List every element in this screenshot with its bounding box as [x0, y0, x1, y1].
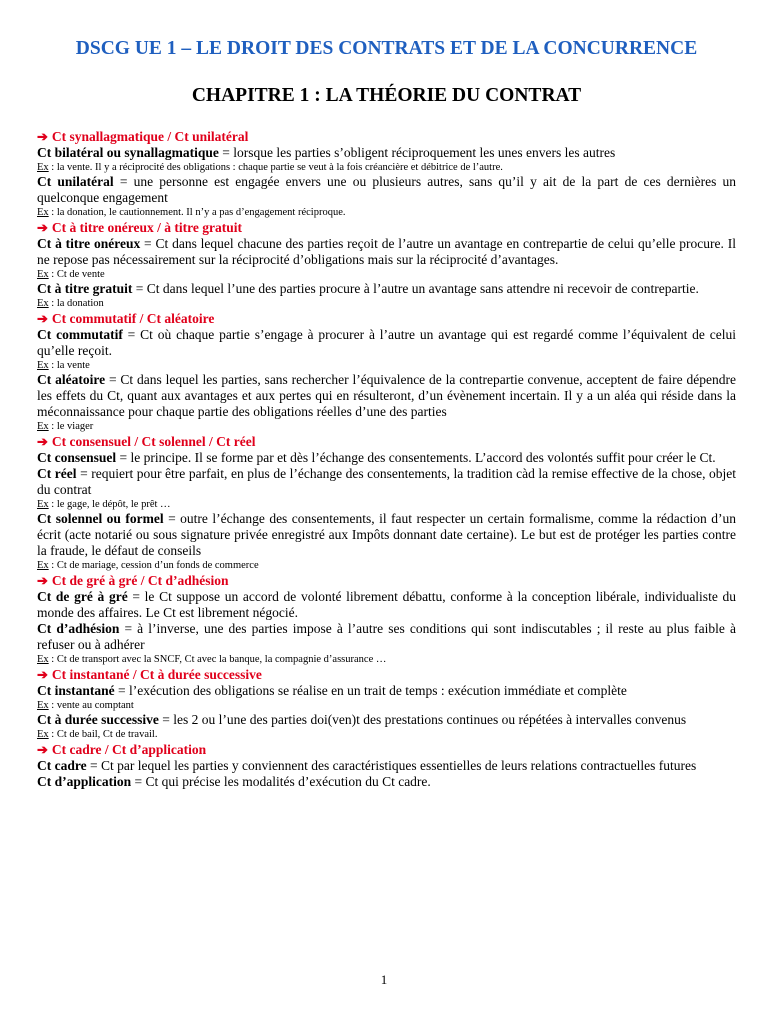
definition-term: Ct solennel ou formel	[37, 511, 164, 526]
example	[37, 268, 736, 281]
right-arrow-icon: ➔	[37, 220, 48, 235]
example-text: : vente au comptant	[48, 700, 134, 711]
definition	[37, 621, 736, 653]
example-label: Ex	[37, 499, 49, 510]
section-heading-label: Ct consensuel / Ct solennel / Ct réel	[51, 434, 256, 449]
example-label: Ex	[37, 729, 49, 740]
definition-text: = lorsque les parties s’obligent réciproquement les unes envers les autres	[218, 145, 616, 160]
section-heading	[37, 310, 736, 327]
example-text: : la donation	[48, 298, 104, 309]
example	[37, 359, 736, 372]
example-text: : Ct de vente	[48, 269, 105, 280]
definition	[37, 683, 736, 699]
example-label: Ex	[37, 654, 49, 665]
example-text: : le viager	[48, 421, 94, 432]
definition	[37, 450, 736, 466]
definition-term: Ct de gré à gré	[37, 589, 128, 604]
definition-term: Ct à titre onéreux	[37, 236, 141, 251]
definition-term: Ct réel	[37, 466, 77, 481]
section-heading	[37, 572, 736, 589]
example	[37, 559, 736, 572]
example	[37, 161, 736, 174]
definition-term: Ct d’application	[37, 774, 132, 789]
example-label: Ex	[37, 560, 49, 571]
example	[37, 206, 736, 219]
example-label: Ex	[37, 360, 49, 371]
chapter-title: CHAPITRE 1 : LA THÉORIE DU CONTRAT	[191, 85, 582, 106]
example-text: : le gage, le dépôt, le prêt …	[48, 499, 171, 510]
right-arrow-icon: ➔	[37, 434, 48, 449]
document-title: DSCG UE 1 – LE DROIT DES CONTRATS ET DE LA CONCURRENCE	[75, 38, 698, 59]
example	[37, 420, 736, 433]
definition-term: Ct commutatif	[37, 327, 123, 342]
definition	[37, 174, 736, 206]
definition-text: = Ct qui précise les modalités d’exécution du Ct cadre.	[131, 774, 431, 789]
page-number: 1	[380, 972, 388, 987]
right-arrow-icon: ➔	[37, 667, 48, 682]
section-heading	[37, 128, 736, 145]
definition	[37, 236, 736, 268]
definition-text: = requiert pour être parfait, en plus de l’échange des consentements, la tradition càd la remise effective de la chose, objet du contrat	[37, 466, 736, 497]
example	[37, 699, 736, 712]
section-heading-label: Ct synallagmatique / Ct unilatéral	[51, 129, 249, 144]
definition-text: = l’exécution des obligations se réalise en un trait de temps : exécution immédiate et complète	[114, 683, 627, 698]
definition-text: = le Ct suppose un accord de volonté librement débattu, conforme à la conception libérale, individualiste du monde des affaires. Le Ct est librement négocié.	[37, 589, 736, 620]
definition-text: = Ct où chaque partie s’engage à procurer à l’autre un avantage qui est regardé comme l’équivalent de celui qu’elle reçoit.	[37, 327, 736, 358]
definition-term: Ct d’adhésion	[37, 621, 120, 636]
definition-text: = le principe. Il se forme par et dès l’échange des consentements. L’accord des volontés suffit pour créer le Ct.	[116, 450, 716, 465]
section-heading	[37, 219, 736, 236]
definition-term: Ct unilatéral	[37, 174, 114, 189]
section-heading	[37, 666, 736, 683]
definition	[37, 327, 736, 359]
example-label: Ex	[37, 421, 49, 432]
definition	[37, 774, 736, 790]
example-label: Ex	[37, 162, 49, 173]
example	[37, 297, 736, 310]
definition-text: = les 2 ou l’une des parties doi(ven)t des prestations continues ou répétées à intervalles convenus	[158, 712, 687, 727]
definition-term: Ct aléatoire	[37, 372, 106, 387]
definition	[37, 589, 736, 621]
example-text: : la vente	[48, 360, 90, 371]
example-label: Ex	[37, 207, 49, 218]
example-text: : la vente. Il y a réciprocité des obligations : chaque partie se veut à la fois créancière et débitrice de l’autre.	[48, 162, 503, 173]
section-heading-label: Ct cadre / Ct d’application	[51, 742, 207, 757]
example-label: Ex	[37, 269, 49, 280]
section-heading	[37, 433, 736, 450]
section-heading-label: Ct instantané / Ct à durée successive	[51, 667, 262, 682]
definition-text: = à l’inverse, une des parties impose à l’autre ses conditions qui sont indiscutables ; il reste au plus faible à refuser ou à adhérer	[37, 621, 736, 652]
definition-term: Ct instantané	[37, 683, 115, 698]
definition-text: = outre l’échange des consentements, il faut respecter un certain formalisme, comme la rédaction d’un écrit (acte notarié ou sous signature privée enregistré aux Impôts donnant date certaine). Le but est de protéger les parties contre la fraude, le défaut de conseils	[37, 511, 736, 558]
definition-term: Ct à durée successive	[37, 712, 159, 727]
definition-term: Ct cadre	[37, 758, 87, 773]
section-heading	[37, 741, 736, 758]
example-text: : Ct de mariage, cession d’un fonds de commerce	[48, 560, 259, 571]
definition-term: Ct consensuel	[37, 450, 117, 465]
section-heading-label: Ct à titre onéreux / à titre gratuit	[51, 220, 242, 235]
example-text: : Ct de bail, Ct de travail.	[48, 729, 158, 740]
section-heading-label: Ct de gré à gré / Ct d’adhésion	[51, 573, 229, 588]
example	[37, 653, 736, 666]
definition	[37, 145, 736, 161]
right-arrow-icon: ➔	[37, 573, 48, 588]
example-text: : la donation, le cautionnement. Il n’y a pas d’engagement réciproque.	[48, 207, 346, 218]
right-arrow-icon: ➔	[37, 129, 48, 144]
definition	[37, 372, 736, 420]
section-heading-label: Ct commutatif / Ct aléatoire	[51, 311, 215, 326]
example-label: Ex	[37, 700, 49, 711]
definition-text: = Ct dans lequel chacune des parties reçoit de l’autre un avantage en contrepartie de celui qu’elle procure. Il ne repose pas nécessairement sur la réciprocité d’obligations mais sur la réciprocité d’avantages.	[37, 236, 736, 267]
example-text: : Ct de transport avec la SNCF, Ct avec la banque, la compagnie d’assurance …	[48, 654, 387, 665]
definition	[37, 758, 736, 774]
definition	[37, 281, 736, 297]
definition-text: = Ct dans lequel l’une des parties procure à l’autre un avantage sans attendre ni recevoir de contrepartie.	[132, 281, 699, 296]
definition	[37, 511, 736, 559]
example	[37, 498, 736, 511]
definition-term: Ct bilatéral ou synallagmatique	[37, 145, 219, 160]
definition-text: = Ct dans lequel les parties, sans rechercher l’équivalence de la contrepartie convenue, acceptent de faire dépendre les effets du Ct, quant aux avantages et aux pertes qui en résulteront, d’un évènement incertain. Il y a un aléa qui réside dans la méconnaissance pour chaque partie des obligations réelles d’une des parties	[37, 372, 736, 419]
definition-text: = une personne est engagée envers une ou plusieurs autres, sans qu’il y ait de la part de ces dernières un quelconque engagement	[37, 174, 736, 205]
definition-term: Ct à titre gratuit	[37, 281, 133, 296]
definition-text: = Ct par lequel les parties y conviennent des caractéristiques essentielles de leurs relations contractuelles futures	[86, 758, 697, 773]
definition	[37, 712, 736, 728]
right-arrow-icon: ➔	[37, 311, 48, 326]
example-label: Ex	[37, 298, 49, 309]
definition	[37, 466, 736, 498]
document-body	[37, 128, 736, 790]
right-arrow-icon: ➔	[37, 742, 48, 757]
example	[37, 728, 736, 741]
